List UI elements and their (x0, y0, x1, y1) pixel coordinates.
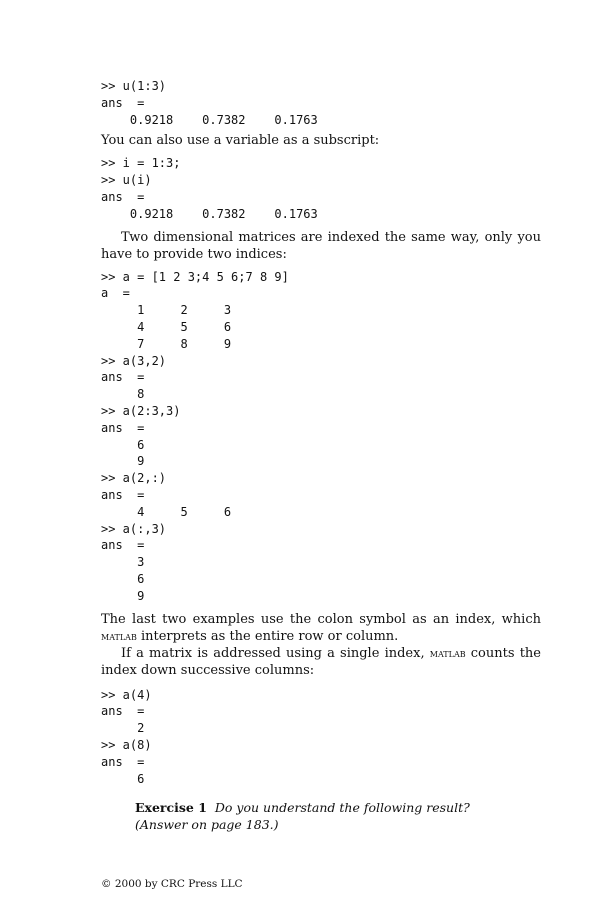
code-line: >> a = [1 2 3;4 5 6;7 8 9] (101, 269, 289, 284)
exercise-label: Exercise 1 (135, 800, 207, 816)
exercise-1 (135, 799, 515, 833)
code-line: 0.9218 0.7382 0.1763 (101, 112, 318, 127)
paragraph-single-index: If a matrix is addressed using a single index, matlab counts the index down successive columns: (101, 645, 541, 678)
code-line: 4 5 6 (101, 319, 232, 334)
code-line: >> a(2:3,3) (101, 403, 181, 418)
code-line: >> a(3,2) (101, 353, 167, 368)
code-line: a = (101, 286, 130, 301)
code-line: >> a(8) (101, 737, 152, 752)
code-block-u-range (101, 78, 541, 128)
code-line: 1 2 3 (101, 303, 232, 318)
exercise-text: Do you understand the following result? (Answer on page 183.) (135, 800, 470, 833)
code-line: ans = (101, 420, 145, 435)
code-line: ans = (101, 370, 145, 385)
code-line: 9 (101, 454, 145, 469)
code-line: 0.9218 0.7382 0.1763 (101, 206, 318, 221)
code-line: ans = (101, 704, 145, 719)
code-line: 8 (101, 387, 145, 402)
copyright-footer: © 2000 by CRC Press LLC (101, 878, 243, 890)
code-line: 9 (101, 588, 145, 603)
code-block-u-variable (101, 155, 541, 222)
code-line: >> a(4) (101, 687, 152, 702)
paragraph-colon-symbol: The last two examples use the colon symbol as an index, which matlab interprets as the entire row or column. (101, 611, 541, 644)
code-line: 6 (101, 571, 145, 586)
code-block-single-index (101, 687, 541, 788)
code-line: ans = (101, 189, 145, 204)
code-line: >> a(2,:) (101, 471, 167, 486)
code-line: 6 (101, 437, 145, 452)
code-line: >> a(:,3) (101, 521, 167, 536)
code-line: ans = (101, 754, 145, 769)
code-block-matrix-indexing (101, 269, 541, 605)
page-content (101, 78, 541, 833)
matlab-wordmark: matlab (101, 628, 137, 643)
code-line: ans = (101, 538, 145, 553)
code-line: 3 (101, 555, 145, 570)
code-line: 6 (101, 771, 145, 786)
paragraph-two-dimensional: Two dimensional matrices are indexed the same way, only you have to provide two indices: (101, 229, 541, 262)
code-line: 2 (101, 721, 145, 736)
code-line: 4 5 6 (101, 504, 232, 519)
matlab-wordmark: matlab (429, 645, 466, 660)
code-line: >> u(i) (101, 173, 152, 188)
code-line: 7 8 9 (101, 336, 232, 351)
code-line: >> i = 1:3; (101, 156, 181, 171)
code-line: ans = (101, 95, 145, 110)
code-line: >> u(1:3) (101, 79, 167, 93)
paragraph-variable-subscript: You can also use a variable as a subscript: (101, 133, 380, 149)
code-line: ans = (101, 487, 145, 502)
